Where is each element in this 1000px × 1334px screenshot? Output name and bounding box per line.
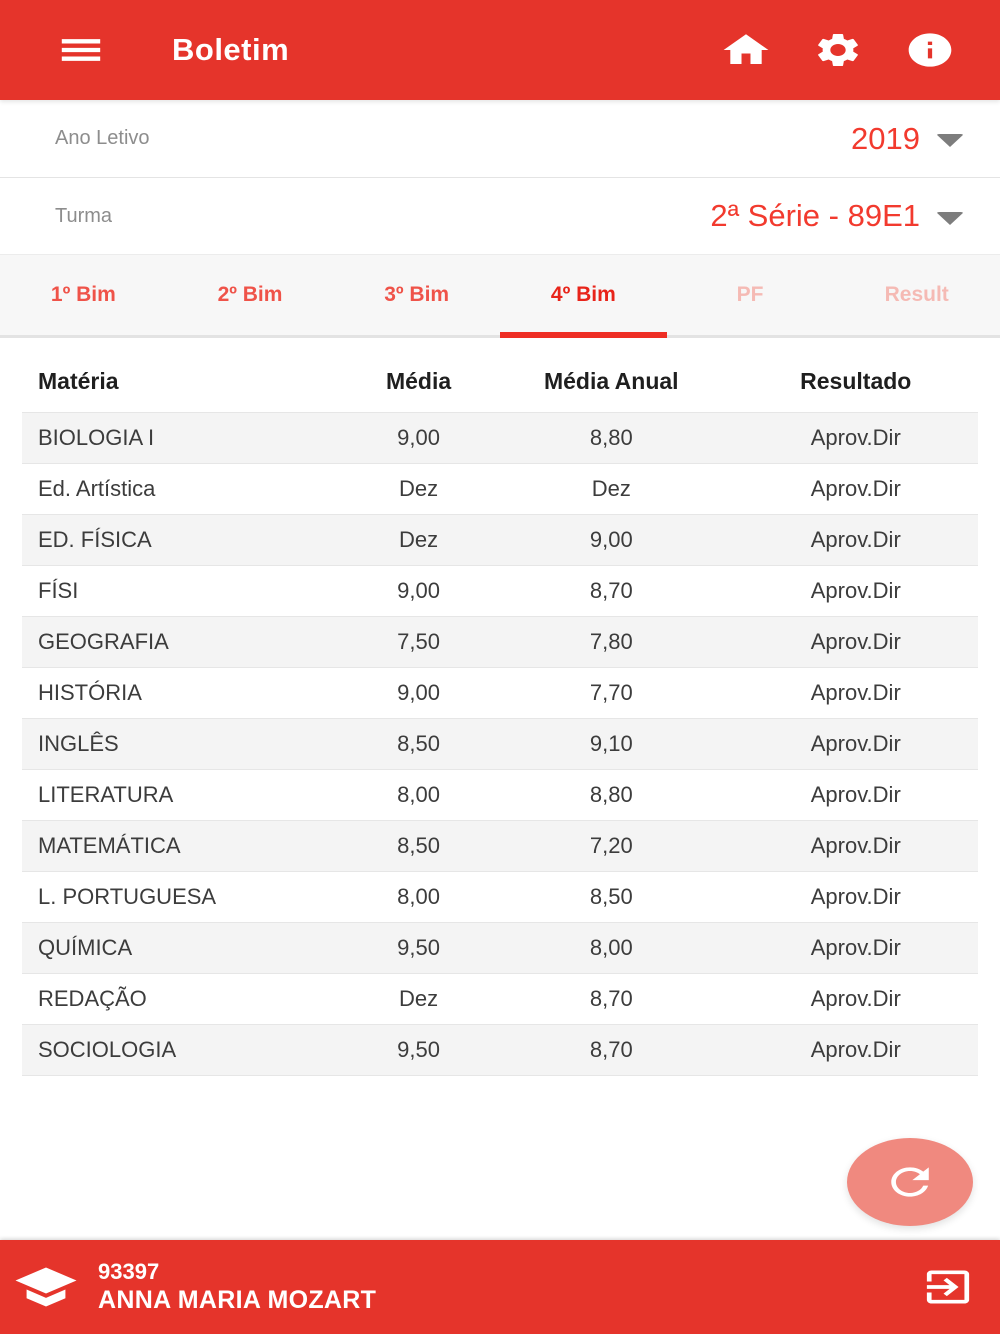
grade-cell: 9,00 (397, 425, 440, 450)
grade-cell: Aprov.Dir (810, 782, 901, 807)
grade-cell: 8,70 (589, 578, 633, 603)
grade-cell: 9,10 (589, 731, 633, 756)
grade-cell: Aprov.Dir (810, 527, 901, 552)
grade-cell: 9,00 (397, 578, 440, 603)
filter-turma (0, 177, 1000, 254)
table-row (22, 770, 978, 821)
subject-cell: Ed. Artística (38, 476, 156, 501)
grade-cell: Aprov.Dir (810, 680, 901, 705)
filter-ano-letivo (0, 100, 1000, 177)
grade-cell: Aprov.Dir (810, 731, 901, 756)
table-row (22, 668, 978, 719)
grade-cell: Aprov.Dir (810, 476, 901, 501)
refresh-icon (882, 1160, 938, 1204)
settings-button[interactable] (810, 25, 866, 75)
student-badge (18, 1262, 74, 1312)
grade-cell: 7,50 (397, 629, 440, 654)
grade-cell: Aprov.Dir (810, 1037, 901, 1062)
turma-value: 2ª Série - 89E1 (710, 198, 920, 233)
header-actions (718, 25, 958, 75)
column-header: Matéria (22, 350, 348, 413)
ano-letivo-value: 2019 (851, 120, 920, 156)
grade-cell: 8,70 (589, 1037, 633, 1062)
table-row (22, 617, 978, 668)
menu-icon (52, 30, 111, 70)
grade-cell: 9,50 (397, 935, 440, 960)
exit-icon (920, 1265, 976, 1309)
grade-cell: 9,00 (397, 680, 440, 705)
grade-cell: 8,50 (397, 731, 440, 756)
grade-cell: Aprov.Dir (810, 884, 901, 909)
ano-letivo-dropdown[interactable] (851, 121, 964, 157)
tab-1-bim[interactable]: 1º Bim (50, 283, 116, 306)
tab-3-bim[interactable]: 3º Bim (384, 283, 450, 306)
info-button[interactable] (902, 25, 958, 75)
table-row (22, 923, 978, 974)
chevron-down-icon (936, 212, 964, 225)
table-row (22, 719, 978, 770)
column-header: Média Anual (489, 350, 733, 413)
subject-cell: LITERATURA (38, 782, 174, 807)
subject-cell: HISTÓRIA (38, 680, 142, 705)
home-icon (719, 29, 773, 71)
info-icon (904, 30, 955, 70)
ano-letivo-label: Ano Letivo (55, 127, 150, 149)
filters-section (0, 100, 1000, 254)
hamburger-menu-button[interactable] (52, 28, 110, 72)
gear-icon (812, 30, 863, 70)
subject-cell: MATEMÁTICA (38, 833, 181, 858)
grade-cell: 9,00 (589, 527, 633, 552)
grade-cell: 9,50 (397, 1037, 440, 1062)
grade-cell: Dez (398, 476, 439, 501)
grade-cell: 8,00 (589, 935, 633, 960)
column-header: Média (348, 350, 489, 413)
subject-cell: L. PORTUGUESA (38, 884, 217, 909)
student-info (98, 1258, 376, 1317)
grade-cell: 7,80 (589, 629, 633, 654)
student-footer (0, 1240, 1000, 1334)
grades-table (22, 350, 978, 1076)
subject-cell: SOCIOLOGIA (38, 1037, 177, 1062)
grade-cell: 8,70 (589, 986, 633, 1011)
grade-cell: Aprov.Dir (810, 629, 901, 654)
grade-cell: Dez (398, 527, 439, 552)
table-row (22, 821, 978, 872)
student-name: ANNA MARIA MOZART (98, 1286, 377, 1315)
grade-cell: 8,80 (589, 782, 633, 807)
grade-cell: Dez (591, 476, 631, 501)
grade-cell: Aprov.Dir (810, 935, 901, 960)
turma-label: Turma (55, 204, 113, 227)
grade-cell: 8,80 (589, 425, 633, 450)
subject-cell: ED. FÍSICA (38, 527, 152, 552)
subject-cell: QUÍMICA (38, 935, 133, 960)
table-row (22, 515, 978, 566)
bimester-tab-bar (0, 254, 1000, 338)
grade-cell: 8,00 (397, 884, 440, 909)
table-row (22, 464, 978, 515)
app-header (0, 0, 1000, 100)
student-id: 93397 (98, 1258, 160, 1284)
subject-cell: INGLÊS (38, 731, 119, 756)
chevron-down-icon (936, 134, 964, 147)
logout-button[interactable] (920, 1262, 976, 1312)
grade-cell: Aprov.Dir (810, 578, 901, 603)
tab-pf: PF (736, 283, 764, 306)
page-title: Boletim (172, 32, 290, 67)
refresh-button[interactable] (847, 1138, 973, 1226)
subject-cell: GEOGRAFIA (38, 629, 169, 654)
grade-cell: 7,20 (589, 833, 633, 858)
column-header: Resultado (734, 350, 979, 413)
grade-cell: Dez (398, 986, 439, 1011)
tab-result: Result (884, 283, 949, 306)
table-row (22, 872, 978, 923)
table-header-row (22, 350, 978, 413)
grade-cell: Aprov.Dir (810, 425, 901, 450)
home-button[interactable] (718, 25, 774, 75)
subject-cell: BIOLOGIA I (38, 425, 155, 450)
graduation-cap-icon (13, 1261, 80, 1313)
grade-cell: Aprov.Dir (810, 986, 901, 1011)
subject-cell: REDAÇÃO (38, 986, 147, 1011)
grade-cell: 8,50 (589, 884, 633, 909)
grade-cell: Aprov.Dir (810, 833, 901, 858)
table-row (22, 1025, 978, 1076)
grade-cell: 7,70 (589, 680, 633, 705)
tab-4-bim[interactable]: 4º Bim (500, 255, 667, 335)
subject-cell: FÍSI (38, 578, 79, 603)
tab-2-bim[interactable]: 2º Bim (217, 283, 283, 306)
table-row (22, 974, 978, 1025)
turma-dropdown[interactable] (710, 198, 964, 234)
table-row (22, 566, 978, 617)
grade-cell: 8,00 (397, 782, 440, 807)
table-row (22, 413, 978, 464)
grade-cell: 8,50 (397, 833, 440, 858)
